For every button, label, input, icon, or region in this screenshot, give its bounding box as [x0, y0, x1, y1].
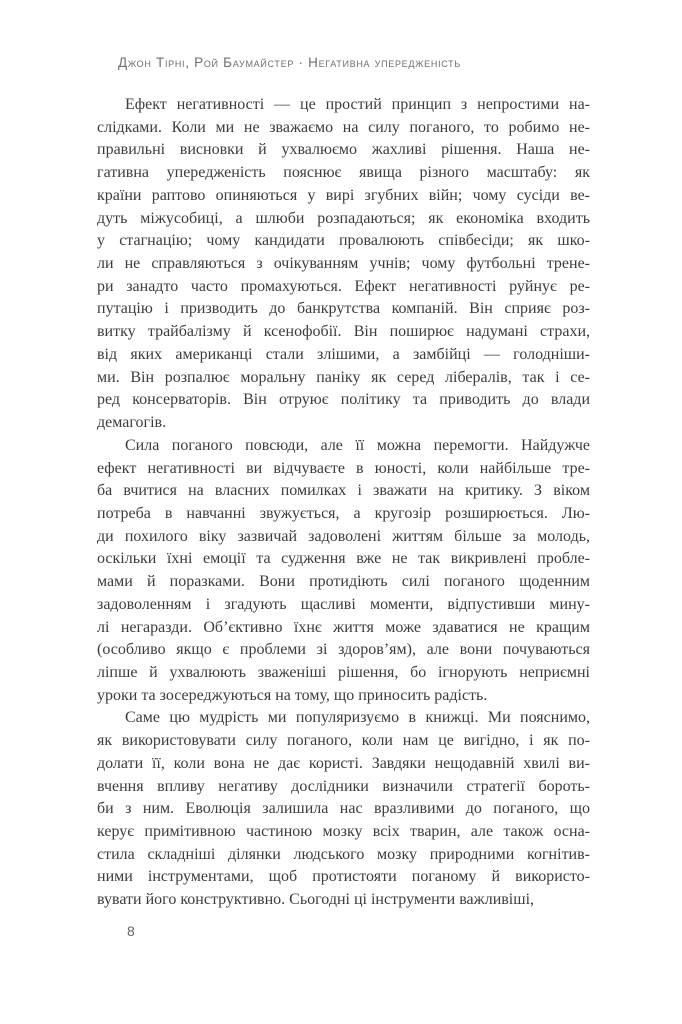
text-line: путацію і призводить до банкрутства компаній. Він сприяє роз-: [97, 300, 590, 318]
text-line: Ефект негативності — це простий принцип з непростими на-: [125, 96, 590, 113]
text-line: вчення впливу негативу дослідники визначили стратегії бороть-: [97, 777, 590, 795]
text-line: ред консерваторів. Він отруює політику та приводить до влади: [97, 391, 590, 409]
text-line: мами й поразками. Вони протидіють силі поганого щоденним: [97, 573, 590, 591]
text-line: (особливо якщо є проблеми зі здоров’ям), але вони почуваються: [97, 641, 590, 659]
text-line: Саме цю мудрість ми популяризуємо в книжці. Ми пояснимо,: [125, 709, 590, 727]
text-line: ри занадто часто промахуються. Ефект негативності руйнує ре-: [97, 277, 590, 295]
text-line: як використовувати силу поганого, коли нам це вигідно, і як по-: [97, 732, 590, 750]
text-line: ли не справляються з очікуванням учнів; чому футбольні трене-: [97, 255, 590, 273]
text-line: уроки та зосереджуються на тому, що приносить радість.: [97, 686, 488, 704]
text-line: ефект негативності ви відчуваєте в юності, коли найбільше тре-: [97, 459, 590, 477]
text-line: країни раптово опиняються у вирі згубних війн; чому сусіди ве-: [97, 186, 590, 204]
text-line: стила складніші ділянки людського мозку природними когнітив-: [97, 845, 590, 863]
text-line: Сила поганого повсюди, але її можна перемогти. Найдужче: [125, 436, 590, 454]
text-line: гативна упередженість пояснює явища різного масштабу: як: [97, 164, 590, 182]
text-line: у стагнацію; чому кандидати провалюють співбесіди; як шко-: [97, 232, 590, 250]
text-line: демагогів.: [97, 414, 167, 432]
running-header: Джон Тірні, Рой Баумайстер · Негативна упередженість: [118, 55, 461, 70]
text-block: [97, 94, 590, 912]
text-line: ба вчитися на власних помилках і зважати на критику. З віком: [97, 482, 590, 500]
text-line: вувати його конструктивно. Сьогодні ці інструменти важливіші,: [97, 891, 535, 909]
text-line: керує примітивною частиною мозку всіх тварин, але також осна-: [97, 823, 590, 840]
text-line: лі негаразди. Об’єктивно їхнє життя може здаватися не кращим: [97, 618, 590, 636]
text-line: дуть міжусобиці, а шлюби розпадаються; як економіка входить: [97, 209, 590, 227]
text-line: ми. Він розпалює моральну паніку як серед лібералів, так і се-: [97, 368, 590, 386]
text-line: слідками. Коли ми не зважаємо на силу поганого, то робимо не-: [97, 118, 590, 136]
text-line: ди похилого віку зазвичай задоволені життям більше за молодь,: [97, 527, 590, 545]
text-line: від яких американці стали злішими, а замбійці — голодніши-: [97, 345, 590, 363]
text-line: би з ним. Еволюція залишила нас вразливими до поганого, що: [97, 800, 590, 818]
text-line: потреба в навчанні звужується, а кругозір розширюється. Лю-: [97, 504, 590, 522]
text-line: правильні висновки й ухвалюємо жахливі рішення. Наша не-: [97, 141, 590, 159]
text-line: витку трайбалізму й ксенофобії. Він поширює надумані страхи,: [97, 323, 590, 341]
text-line: ними інструментами, щоб протистояти поганому й використо-: [97, 868, 590, 886]
page-number: 8: [127, 923, 135, 939]
text-line: долати її, коли вона не дає користі. Завдяки нещодавній хвилі ви-: [97, 754, 590, 772]
text-line: оскільки їхні емоції та судження вже не так викривлені пробле-: [97, 550, 590, 568]
text-line: задоволенням і згадують щасливі моменти, відпустивши мину-: [97, 595, 590, 613]
text-line: ліпше й ухвалюють зваженіші рішення, бо ігнорують неприємні: [97, 663, 590, 681]
